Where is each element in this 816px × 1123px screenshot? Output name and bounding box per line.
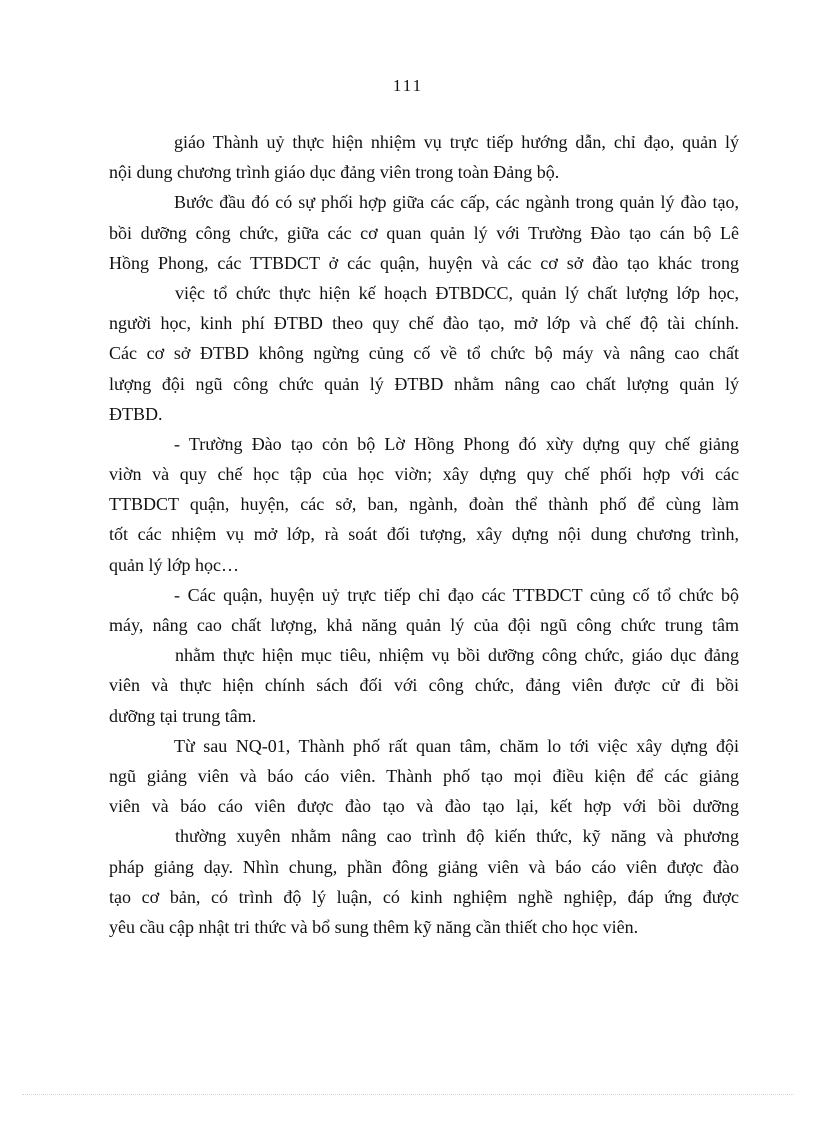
page-bottom-divider (22, 1094, 794, 1095)
text-line: Từ sau NQ-01, Thành phố rất quan tâm, chăm lo tới việc xây dựng đội (174, 735, 739, 756)
document-body (109, 127, 739, 942)
text-line: người học, kinh phí ĐTBD theo quy chế đào tạo, mở lớp và chế độ tài chính. (109, 313, 739, 334)
text-line: Bước đầu đó có sự phối hợp giữa các cấp, các ngành trong quản lý đào tạo, (174, 192, 739, 213)
text-line: quản lý lớp học… (109, 554, 239, 575)
text-line: lượng đội ngũ công chức quản lý ĐTBD nhằm nâng cao chất lượng quản lý (109, 373, 739, 394)
text-line: nhằm thực hiện mục tiêu, nhiệm vụ bồi dưỡng công chức, giáo dục đảng (175, 645, 739, 666)
text-line: dưỡng tại trung tâm. (109, 705, 257, 726)
text-line: Hồng Phong, các TTBDCT ở các quận, huyện và các cơ sở đào tạo khác trong (109, 252, 739, 273)
text-line: tốt các nhiệm vụ mở lớp, rà soát đối tượng, xây dựng nội dung chương trình, (109, 524, 739, 545)
text-line: tạo cơ bản, có trình độ lý luận, có kinh nghiệm nghề nghiệp, đáp ứng được (109, 886, 739, 907)
text-line: nội dung chương trình giáo dục đảng viên trong toàn Đảng bộ. (109, 162, 560, 183)
text-line: bồi dưỡng công chức, giữa các cơ quan quản lý với Trường Đào tạo cán bộ Lê (109, 222, 739, 243)
page-number: 111 (392, 76, 424, 95)
text-line: pháp giảng dạy. Nhìn chung, phần đông giảng viên và báo cáo viên được đào (109, 856, 739, 877)
text-line: viên và báo cáo viên được đào tạo và đào tạo lại, kết hợp với bồi dưỡng (109, 796, 739, 817)
text-line: yêu cầu cập nhật tri thức và bổ sung thêm kỹ năng cần thiết cho học viên. (109, 916, 639, 937)
text-line: TTBDCT quận, huyện, các sở, ban, ngành, đoàn thể thành phố để cùng làm (109, 494, 739, 515)
text-line: giáo Thành uỷ thực hiện nhiệm vụ trực tiếp hướng dẫn, chỉ đạo, quản lý (174, 132, 739, 152)
text-line: thường xuyên nhằm nâng cao trình độ kiến thức, kỹ năng và phương (175, 826, 739, 847)
text-line: viên và thực hiện chính sách đối với công chức, đảng viên được cử đi bồi (109, 675, 739, 696)
text-line: - Các quận, huyện uỷ trực tiếp chỉ đạo các TTBDCT củng cố tổ chức bộ (174, 584, 739, 605)
text-line: viờn và quy chế học tập của học viờn; xây dựng quy chế phối hợp với các (109, 464, 739, 485)
text-line: Các cơ sở ĐTBD không ngừng củng cố về tổ chức bộ máy và nâng cao chất (109, 343, 739, 364)
text-line: ĐTBD. (109, 403, 163, 424)
text-line: việc tổ chức thực hiện kế hoạch ĐTBDCC, quản lý chất lượng lớp học, (175, 282, 739, 303)
text-line: - Trường Đào tạo cỏn bộ Lờ Hồng Phong đó xừy dựng quy chế giảng (174, 433, 739, 454)
text-line: máy, nâng cao chất lượng, khả năng quản lý của đội ngũ công chức trung tâm (109, 615, 739, 635)
text-line: ngũ giảng viên và báo cáo viên. Thành phố tạo mọi điều kiện để các giảng (109, 765, 739, 786)
